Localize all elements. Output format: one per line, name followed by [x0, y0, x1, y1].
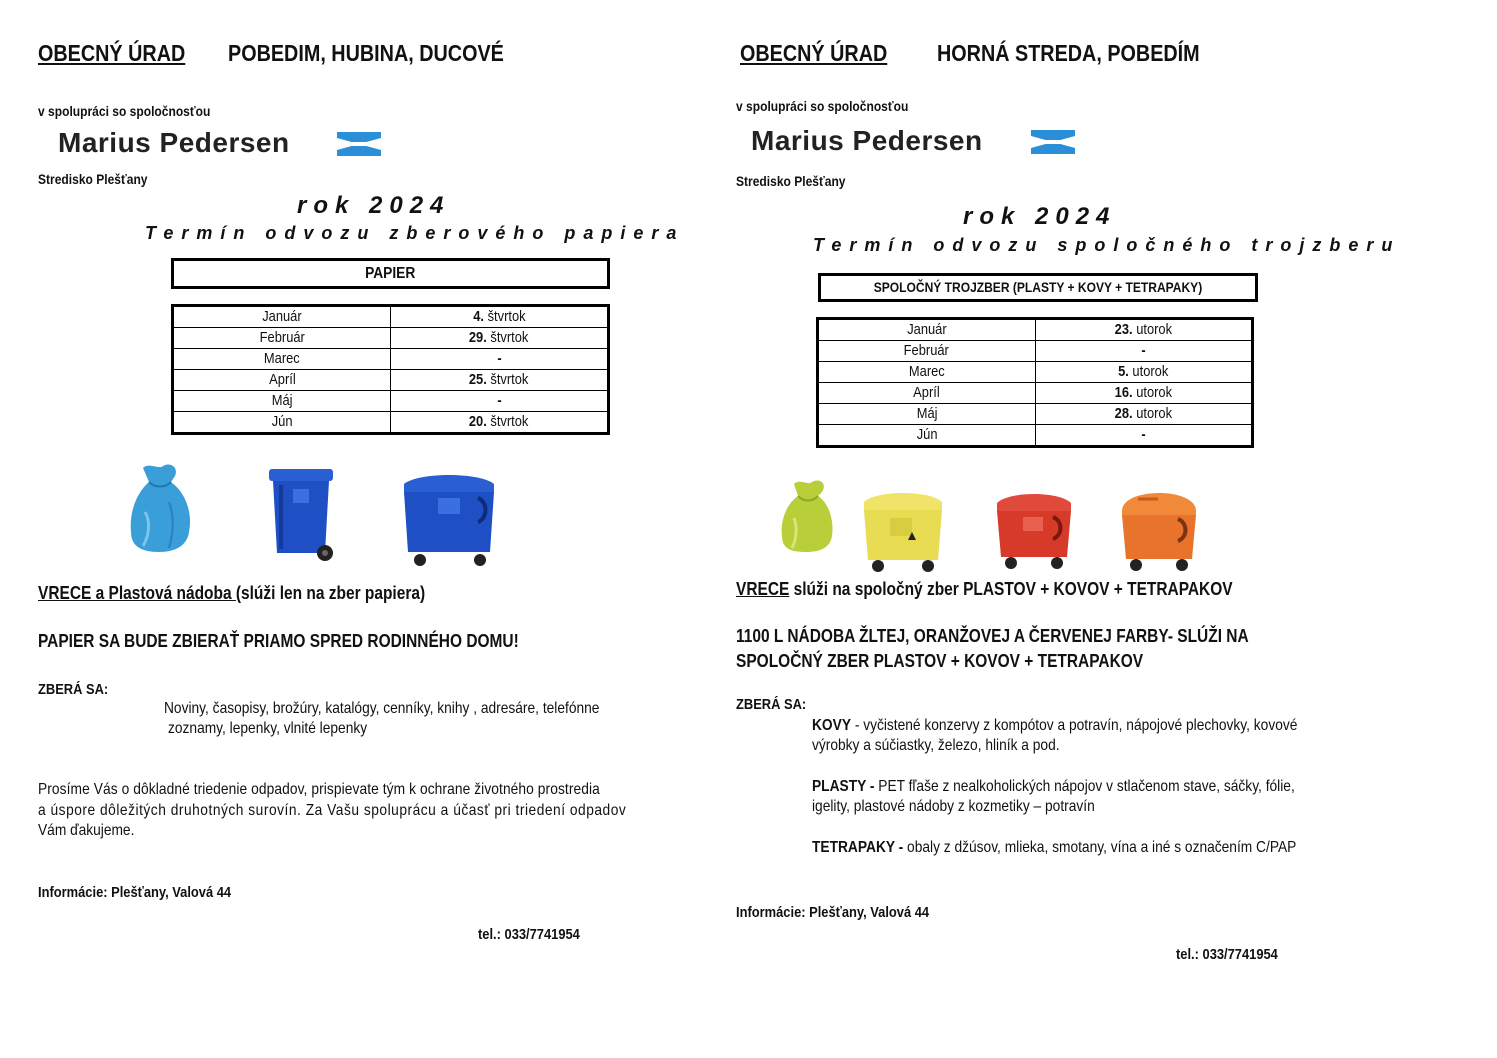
table-row — [818, 362, 1253, 383]
left-center: Stredisko Plešťany — [38, 171, 148, 187]
right-office-title: OBECNÝ ÚRAD — [740, 40, 888, 66]
left-cooperation: v spolupráci so spoločnosťou — [38, 103, 211, 119]
month-cell: Apríl — [173, 370, 391, 391]
right-schedule-table — [816, 317, 1254, 448]
right-box-title: SPOLOČNÝ TROJZBER (PLASTY + KOVY + TETRAPAKY) — [818, 273, 1258, 302]
left-tel: tel.: 033/7741954 — [478, 926, 580, 943]
right-company-logo-text: Marius Pedersen — [751, 125, 983, 156]
left-info: Informácie: Plešťany, Valová 44 — [38, 884, 232, 901]
right-kovy-line2: výrobky a súčiastky, železo, hliník a pod. — [812, 737, 1060, 754]
month-cell: Marec — [173, 349, 391, 370]
left-term: Termín odvozu zberového papiera — [145, 223, 685, 243]
date-cell: 28. utorok — [1035, 404, 1253, 425]
right-tetra-line: TETRAPAKY - obaly z džúsov, mlieka, smotany, vína a iné s označením C/PAP — [812, 839, 1297, 856]
month-cell: Marec — [818, 362, 1036, 383]
table-row — [818, 383, 1253, 404]
month-cell: Máj — [173, 391, 391, 412]
left-notice: PAPIER SA BUDE ZBIERAŤ PRIAMO SPRED RODINNÉHO DOMU! — [38, 631, 519, 651]
date-cell: 23. utorok — [1035, 319, 1253, 341]
table-row — [818, 425, 1253, 447]
right-info: Informácie: Plešťany, Valová 44 — [736, 904, 930, 921]
left-office-title: OBECNÝ ÚRAD — [38, 40, 186, 66]
left-company-logo-text: Marius Pedersen — [58, 127, 290, 158]
table-row — [173, 412, 609, 434]
left-bag-label: VRECE a Plastová nádoba (slúži len na zber papiera) — [38, 583, 426, 603]
blue-bin-large-icon — [398, 468, 500, 568]
left-villages: POBEDIM, HUBINA, DUCOVÉ — [228, 40, 504, 66]
left-collected-line2: zoznamy, lepenky, vlnité lepenky — [168, 720, 368, 737]
left-appeal-line1: Prosíme Vás o dôkladné triedenie odpadov, prispievate tým k ochrane životného prostredia — [38, 781, 600, 798]
table-row — [818, 404, 1253, 425]
date-cell: 5. utorok — [1035, 362, 1253, 383]
table-row — [818, 341, 1253, 362]
table-row — [173, 306, 609, 328]
month-cell: Apríl — [818, 383, 1036, 404]
date-cell: 25. štvrtok — [391, 370, 609, 391]
right-year: rok 2024 — [963, 203, 1117, 230]
date-cell: - — [1035, 425, 1253, 447]
month-cell: Február — [173, 328, 391, 349]
left-appeal-line3: Vám ďakujeme. — [38, 822, 135, 839]
right-plasty-line2: igelity, plastové nádoby z kozmetiky – potravín — [812, 798, 1095, 815]
date-cell: 29. štvrtok — [391, 328, 609, 349]
right-center: Stredisko Plešťany — [736, 173, 846, 189]
month-cell: Február — [818, 341, 1036, 362]
orange-bin-icon — [1118, 481, 1200, 573]
date-cell: 16. utorok — [1035, 383, 1253, 404]
left-schedule-table — [171, 304, 610, 435]
red-bin-icon — [993, 489, 1075, 571]
left-year: rok 2024 — [297, 192, 451, 219]
blue-bin-small-icon — [265, 465, 337, 565]
right-company-flag-icon — [1031, 130, 1075, 154]
date-cell: 20. štvrtok — [391, 412, 609, 434]
yellow-bin-icon — [860, 488, 946, 574]
month-cell: Január — [173, 306, 391, 328]
right-cooperation: v spolupráci so spoločnosťou — [736, 98, 909, 114]
table-row — [173, 349, 609, 370]
date-cell: - — [391, 349, 609, 370]
left-collected-title: ZBERÁ SA: — [38, 681, 109, 698]
right-plasty-line1: PLASTY - PET fľaše z nealkoholických nápojov v stlačenom stave, sáčky, fólie, — [812, 778, 1295, 795]
right-container-line1: 1100 L NÁDOBA ŽLTEJ, ORANŽOVEJ A ČERVENEJ FARBY- SLÚŽI NA — [736, 626, 1249, 646]
table-row — [173, 391, 609, 412]
date-cell: 4. štvrtok — [391, 306, 609, 328]
month-cell: Jún — [818, 425, 1036, 447]
right-bag-label: VRECE slúži na spoločný zber PLASTOV + KOVOV + TETRAPAKOV — [736, 579, 1233, 599]
date-cell: - — [391, 391, 609, 412]
left-collected-line1: Noviny, časopisy, brožúry, katalógy, cenníky, knihy , adresáre, telefónne — [164, 700, 600, 717]
table-row — [173, 328, 609, 349]
right-tel: tel.: 033/7741954 — [1176, 946, 1278, 963]
right-container-line2: SPOLOČNÝ ZBER PLASTOV + KOVOV + TETRAPAKOV — [736, 651, 1144, 671]
month-cell: Január — [818, 319, 1036, 341]
right-collected-title: ZBERÁ SA: — [736, 696, 807, 713]
blue-bag-icon — [125, 462, 195, 554]
table-row — [173, 370, 609, 391]
left-box-title: PAPIER — [171, 258, 610, 289]
left-appeal-line2: a úspore dôležitých druhotných surovín. Za Vašu spoluprácu a účasť pri triedení odpadov — [38, 802, 627, 819]
yellow-bag-icon — [778, 478, 836, 554]
left-company-flag-icon — [337, 132, 381, 156]
right-kovy-line1: KOVY - vyčistené konzervy z kompótov a potravín, nápojové plechovky, kovové — [812, 717, 1298, 734]
table-row — [818, 319, 1253, 341]
right-term: Termín odvozu spoločného trojzberu — [813, 235, 1401, 255]
right-villages: HORNÁ STREDA, POBEDÍM — [937, 40, 1200, 66]
month-cell: Jún — [173, 412, 391, 434]
month-cell: Máj — [818, 404, 1036, 425]
date-cell: - — [1035, 341, 1253, 362]
